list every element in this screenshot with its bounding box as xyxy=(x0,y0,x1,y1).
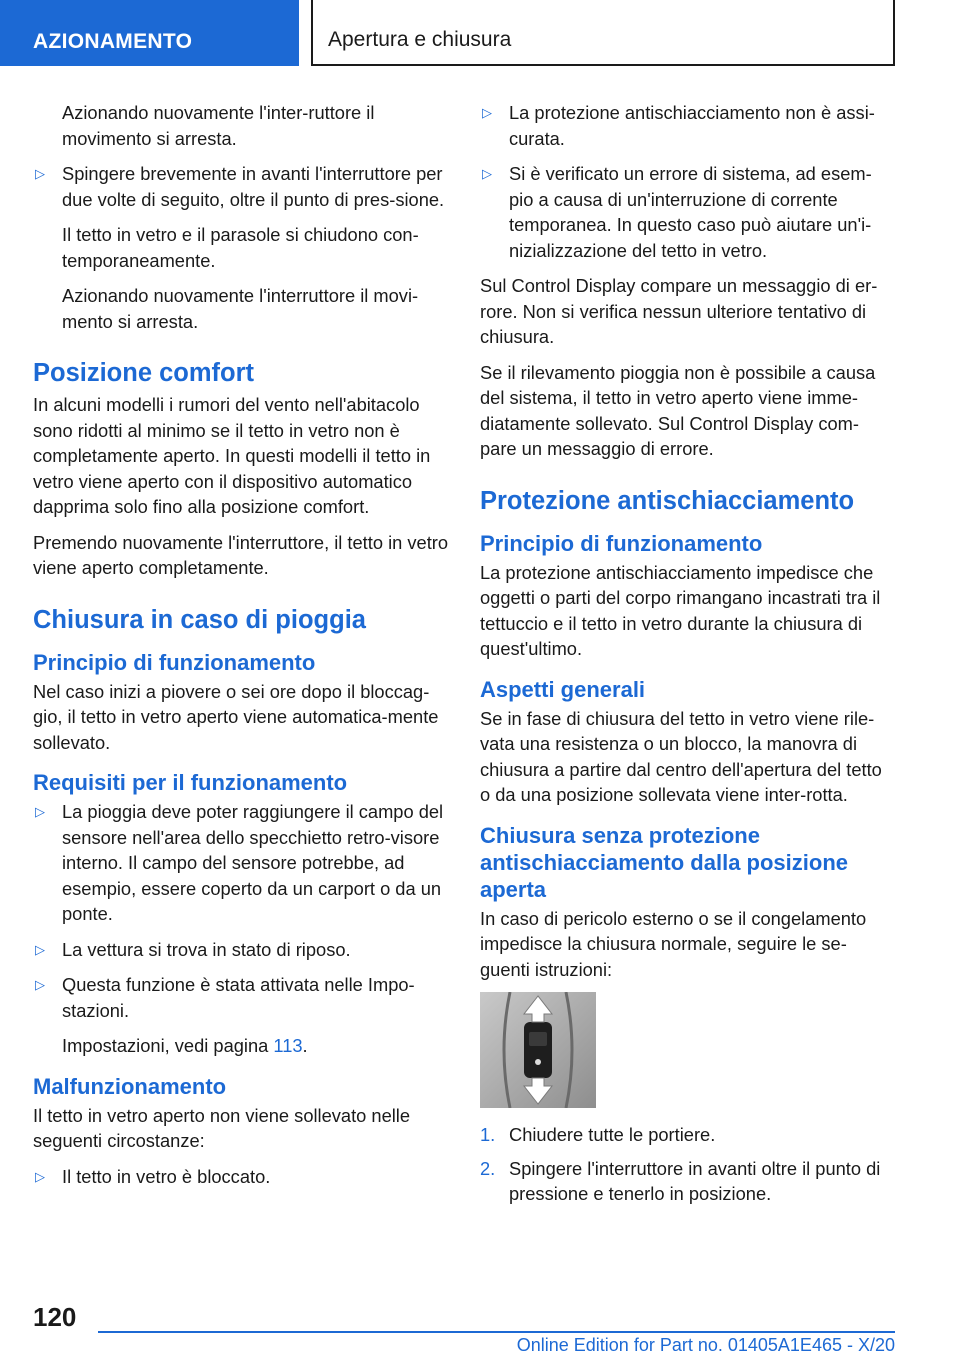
list-item-subtext: Impostazioni, vedi pagina 113. xyxy=(62,1035,308,1056)
list-item-subtext: Azionando nuovamente l'interruttore il movi-mento si arresta. xyxy=(62,285,419,332)
page-header xyxy=(0,0,960,66)
subsection-heading: Malfunzionamento xyxy=(33,1073,227,1099)
list-item xyxy=(480,100,895,151)
step-item xyxy=(480,1156,895,1207)
chapter-tab: Apertura e chiusura xyxy=(311,0,895,66)
paragraph: Se in fase di chiusura del tetto in vetro viene rile-vata una resistenza o un blocco, la manovra di chiusura a partire dal centro dell'apertura del tetto o da una posizione sollevata viene inter-rotta. xyxy=(480,707,882,805)
right-column xyxy=(480,100,895,1215)
step-number: 2. xyxy=(480,1157,496,1179)
paragraph: In caso di pericolo esterno o se il congelamento impedisce la chiusura normale, seguire le se-guenti istruzioni: xyxy=(480,907,867,980)
paragraph: Premendo nuovamente l'interruttore, il tetto in vetro viene aperto completamente. xyxy=(33,531,449,578)
edition-note: Online Edition for Part no. 01405A1E465 - X/20 xyxy=(516,1335,895,1355)
page-link[interactable]: 113 xyxy=(273,1035,303,1056)
subsection-heading: Aspetti generali xyxy=(480,676,646,702)
triangle-right-icon: ▷ xyxy=(35,941,45,957)
list-item xyxy=(33,799,451,927)
step-number: 1. xyxy=(480,1124,496,1145)
list-item-text: La vettura si trova in stato di riposo. xyxy=(62,938,351,960)
list-item-text: Si è verificato un errore di sistema, ad esem-pio a causa di un'interruzione di corrente temporanea. In questo caso può aiutare un'i-nizializzazione del tetto in vetro. xyxy=(509,163,872,261)
page-number: 120 xyxy=(33,1302,77,1332)
section-tab: AZIONAMENTO xyxy=(0,0,299,66)
paragraph: Se il rilevamento pioggia non è possibile a causa del sistema, il tetto in vetro aperto viene imme-diatamente sollevato. Sul Control Display com-pare un messaggio di errore. xyxy=(480,361,876,459)
subsection-heading: Requisiti per il funzionamento xyxy=(33,770,348,795)
section-heading: Chiusura in caso di pioggia xyxy=(33,605,366,634)
list-item-text: La protezione antischiacciamento non è assi-curata. xyxy=(509,102,875,149)
list-item-text: Questa funzione è stata attivata nelle Impo-stazioni. xyxy=(62,974,415,1021)
list-item xyxy=(33,972,451,1059)
list-item-subtext: Il tetto in vetro e il parasole si chiudono con-temporaneamente. xyxy=(62,224,419,271)
list-item xyxy=(33,937,451,963)
footer-divider xyxy=(98,1331,895,1333)
triangle-right-icon: ▷ xyxy=(35,977,45,992)
paragraph: Azionando nuovamente l'inter-ruttore il movimento si arresta. xyxy=(62,102,375,149)
list-item xyxy=(33,1164,451,1190)
list-item xyxy=(33,161,451,334)
left-column xyxy=(33,100,451,1199)
reference-text: Impostazioni, vedi pagina xyxy=(62,1035,274,1056)
subsection-heading: Principio di funzionamento xyxy=(480,530,763,556)
triangle-right-icon: ▷ xyxy=(35,1168,45,1184)
list-item-text: Spingere brevemente in avanti l'interruttore per due volte di seguito, oltre il punto di pres-sione. xyxy=(62,163,445,210)
triangle-right-icon: ▷ xyxy=(482,166,492,181)
list-item xyxy=(480,161,895,263)
paragraph: Sul Control Display compare un messaggio di er-rore. Non si verifica nessun ulteriore tentativo di chiusura. xyxy=(480,275,878,347)
step-text: Chiudere tutte le portiere. xyxy=(509,1124,716,1145)
paragraph: Nel caso inizi a piovere o sei ore dopo il bloccag-gio, il tetto in vetro aperto viene automatica-mente sollevato. xyxy=(33,680,439,753)
section-heading: Posizione comfort xyxy=(33,359,255,387)
subsection-heading: Principio di funzionamento xyxy=(33,649,316,675)
paragraph: La protezione antischiacciamento impedisce che oggetti o parti del corpo rimangano incastrati tra il tettuccio e il tetto in vetro durante la chiusura di quest'ultimo. xyxy=(480,561,881,659)
step-text: Spingere l'interruttore in avanti oltre il punto di pressione e tenerlo in posizione. xyxy=(509,1157,881,1204)
paragraph: In alcuni modelli i rumori del vento nell'abitacolo sono ridotti al minimo se il tetto in vetro non è completamente aperto. In questi modelli il tetto in vetro viene aperto con il dispositivo automatico dapprima solo fino alla posizione comfort. xyxy=(33,394,431,517)
triangle-right-icon: ▷ xyxy=(35,166,45,181)
section-heading: Protezione antischiacciamento xyxy=(480,486,855,515)
triangle-right-icon: ▷ xyxy=(482,105,492,120)
list-item-text: Il tetto in vetro è bloccato. xyxy=(62,1165,271,1187)
subsection-heading: Chiusura senza protezione antischiacciamento dalla posizione aperta xyxy=(480,822,848,902)
list-item-text: La pioggia deve poter raggiungere il campo del sensore nell'area dello specchietto retro-visore interno. Il campo del sensore potrebbe, ad esempio, essere coperto da un carport o da un ponte. xyxy=(62,801,444,924)
roof-switch-figure xyxy=(480,992,596,1108)
paragraph: Il tetto in vetro aperto non viene sollevato nelle seguenti circostanze: xyxy=(33,1104,411,1151)
step-item xyxy=(480,1122,895,1148)
triangle-right-icon: ▷ xyxy=(35,804,45,819)
